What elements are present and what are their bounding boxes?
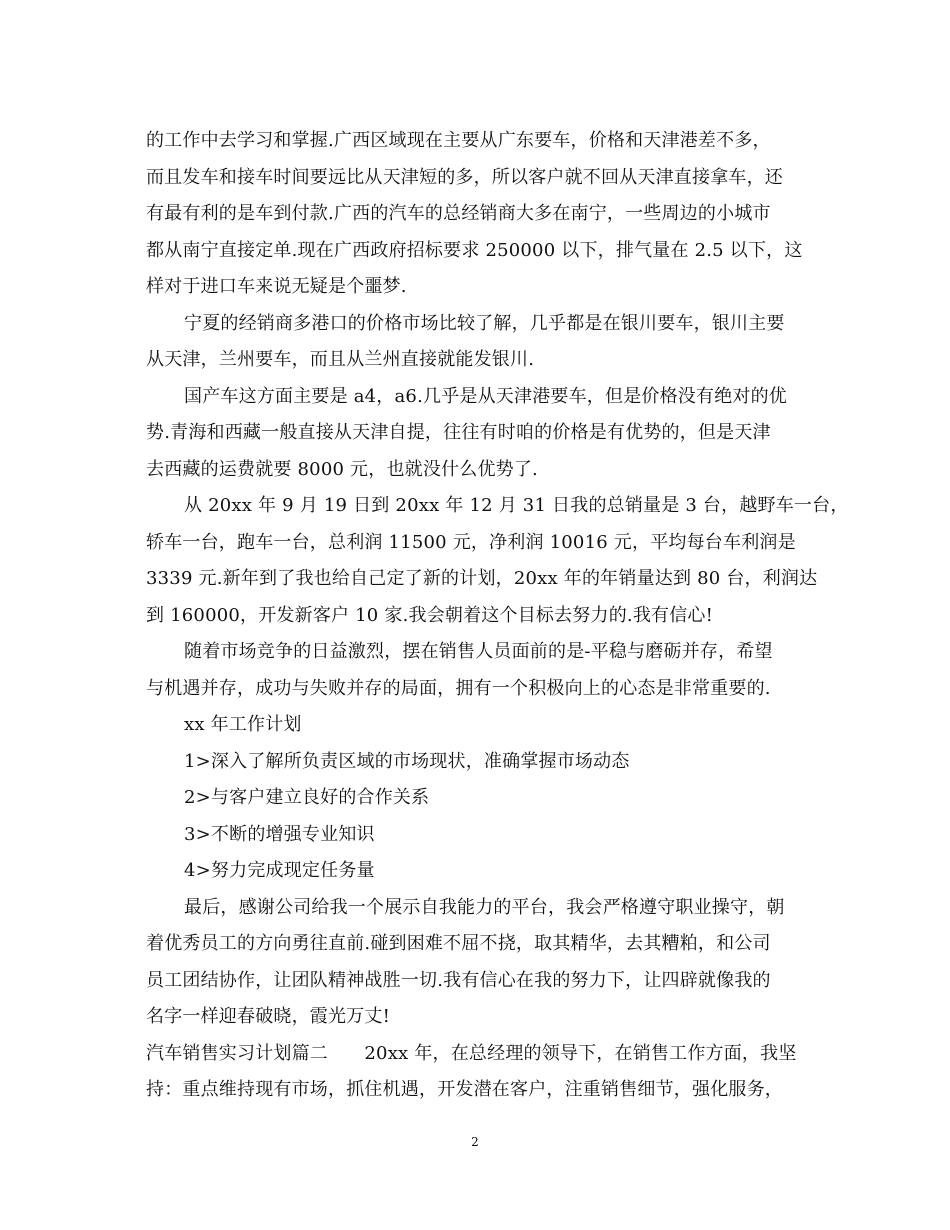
text-line: 着优秀员工的方向勇往直前.碰到困难不屈不挠，取其精华，去其糟粕，和公司 [146,933,771,954]
document-body [146,123,849,1109]
text-line: 持：重点维持现有市场，抓住机遇，开发潜在客户，注重销售细节，强化服务， [146,1079,783,1100]
text-line: 势.青海和西藏一般直接从天津自提，往往有时咱的价格是有优势的，但是天津 [146,422,771,443]
text-line: 员工团结协作，让团队精神战胜一切.我有信心在我的努力下，让四辟就像我的 [146,969,771,991]
text-line: 汽车销售实习计划篇二 20xx 年，在总经理的领导下，在销售工作方面，我坚 [146,1042,797,1064]
text-line: xx 年工作计划 [184,714,302,735]
text-line: 样对于进口车来说无疑是个噩梦. [146,276,407,297]
text-line: 最后，感谢公司给我一个展示自我能力的平台，我会严格遵守职业操守，朝 [184,896,785,918]
text-line: 名字一样迎春破晓，霞光万丈! [146,1006,391,1027]
text-line: 3>不断的增强专业知识 [184,823,375,845]
text-line: 1>深入了解所负责区域的市场现状，准确掌握市场动态 [184,750,630,772]
text-line: 与机遇并存，成功与失败并存的局面，拥有一个积极向上的心态是非常重要的. [146,677,771,699]
text-line: 4>努力完成现定任务量 [184,860,375,881]
text-line: 3339 元.新年到了我也给自己定了新的计划，20xx 年的年销量达到 80 台，利润达 [146,568,818,589]
text-line: 轿车一台，跑车一台，总利润 11500 元，净利润 10016 元，平均每台车利润是 [146,531,796,553]
text-line: 有最有利的是车到付款.广西的汽车的总经销商大多在南宁，一些周边的小城市 [146,203,771,224]
text-line: 随着市场竞争的日益激烈，摆在销售人员面前的是-平稳与磨砺并存，希望 [184,641,773,662]
text-line: 2>与客户建立良好的合作关系 [184,787,430,808]
text-line: 而且发车和接车时间要远比从天津短的多，所以客户就不回从天津直接拿车，还 [146,166,783,188]
text-line: 去西藏的运费就要 8000 元，也就没什么优势了. [146,458,538,480]
text-line: 从 20xx 年 9 月 19 日到 20xx 年 12 月 31 日我的总销量是 3 台，越野车一台， [184,495,849,516]
text-line: 的工作中去学习和掌握.广西区域现在主要从广东要车，价格和天津港差不多， [146,130,771,151]
text-line: 宁夏的经销商多港口的价格市场比较了解，几乎都是在银川要车，银川主要 [184,312,785,334]
text-line: 从天津，兰州要车，而且从兰州直接就能发银川. [146,349,535,370]
text-line: 国产车这方面主要是 a4，a6.几乎是从天津港要车，但是价格没有绝对的优 [184,385,788,407]
page-number: 2 [471,1135,479,1149]
text-line: 都从南宁直接定单.现在广西政府招标要求 250000 以下，排气量在 2.5 以下，这 [146,239,803,261]
text-line: 到 160000，开发新客户 10 家.我会朝着这个目标去努力的.我有信心! [146,604,714,626]
